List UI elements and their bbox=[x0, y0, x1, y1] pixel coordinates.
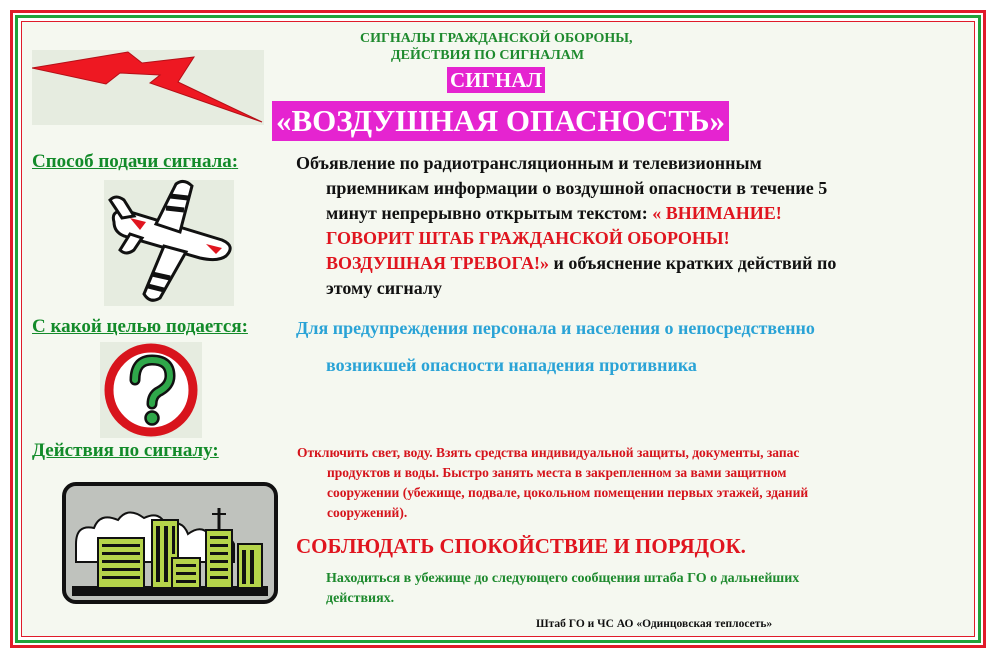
actions-line4: сооружений). bbox=[327, 505, 408, 520]
method-line4: ГОВОРИТ ШТАБ ГРАЖДАНСКОЙ ОБОРОНЫ! bbox=[326, 228, 730, 248]
actions-line1: Отключить свет, воду. Взять средства индивидуальной защиты, документы, запас bbox=[297, 445, 800, 460]
footer-signature: Штаб ГО и ЧС АО «Одинцовская теплосеть» bbox=[536, 618, 773, 630]
question-mark-icon bbox=[100, 342, 202, 438]
signal-badge: СИГНАЛ bbox=[447, 67, 545, 93]
actions-line3: сооружении (убежище, подвале, цокольном помещении первых этажей, зданий bbox=[327, 485, 809, 500]
calm-instruction: СОБЛЮДАТЬ СПОКОЙСТВИЕ И ПОРЯДОК. bbox=[296, 534, 746, 558]
method-line1: Объявление по радиотрансляционным и телевизионным bbox=[296, 153, 762, 173]
actions-line2: продуктов и воды. Быстро занять места в закрепленном за вами защитном bbox=[327, 465, 787, 480]
header-title-line2: ДЕЙСТВИЯ ПО СИГНАЛАМ bbox=[391, 48, 585, 63]
alert-attention: « ВНИМАНИЕ! bbox=[652, 203, 782, 223]
airplane-icon bbox=[100, 178, 238, 308]
actions-text bbox=[297, 443, 977, 523]
purpose-label: С какой целью подается: bbox=[32, 316, 248, 337]
shelter-line1: Находиться в убежище до следующего сообщения штаба ГО о дальнейших bbox=[326, 571, 800, 586]
purpose-line1: Для предупреждения персонала и населения о непосредственно bbox=[296, 318, 815, 338]
signal-name-banner: «ВОЗДУШНАЯ ОПАСНОСТЬ» bbox=[272, 101, 729, 141]
method-line2: приемникам информации о воздушной опасности в течение 5 bbox=[326, 178, 828, 198]
method-label: Способ подачи сигнала: bbox=[32, 151, 239, 172]
purpose-line2: возникшей опасности нападения противника bbox=[326, 355, 697, 375]
lightning-icon bbox=[32, 50, 264, 125]
shelter-line2: действиях. bbox=[326, 591, 395, 606]
header-title-line1: СИГНАЛЫ ГРАЖДАНСКОЙ ОБОРОНЫ, bbox=[360, 31, 633, 46]
method-line5: ВОЗДУШНАЯ ТРЕВОГА!» и объяснение кратких действий по bbox=[326, 253, 837, 273]
alert-air-raid: ВОЗДУШНАЯ ТРЕВОГА!» bbox=[326, 253, 549, 273]
method-line6: этому сигналу bbox=[326, 278, 442, 298]
shelter-instruction bbox=[326, 569, 799, 609]
actions-label: Действия по сигналу: bbox=[32, 440, 219, 461]
method-text bbox=[296, 151, 976, 301]
method-line3: минут непрерывно открытым текстом: « ВНИМАНИЕ! bbox=[326, 203, 782, 223]
city-buildings-icon bbox=[62, 482, 278, 604]
